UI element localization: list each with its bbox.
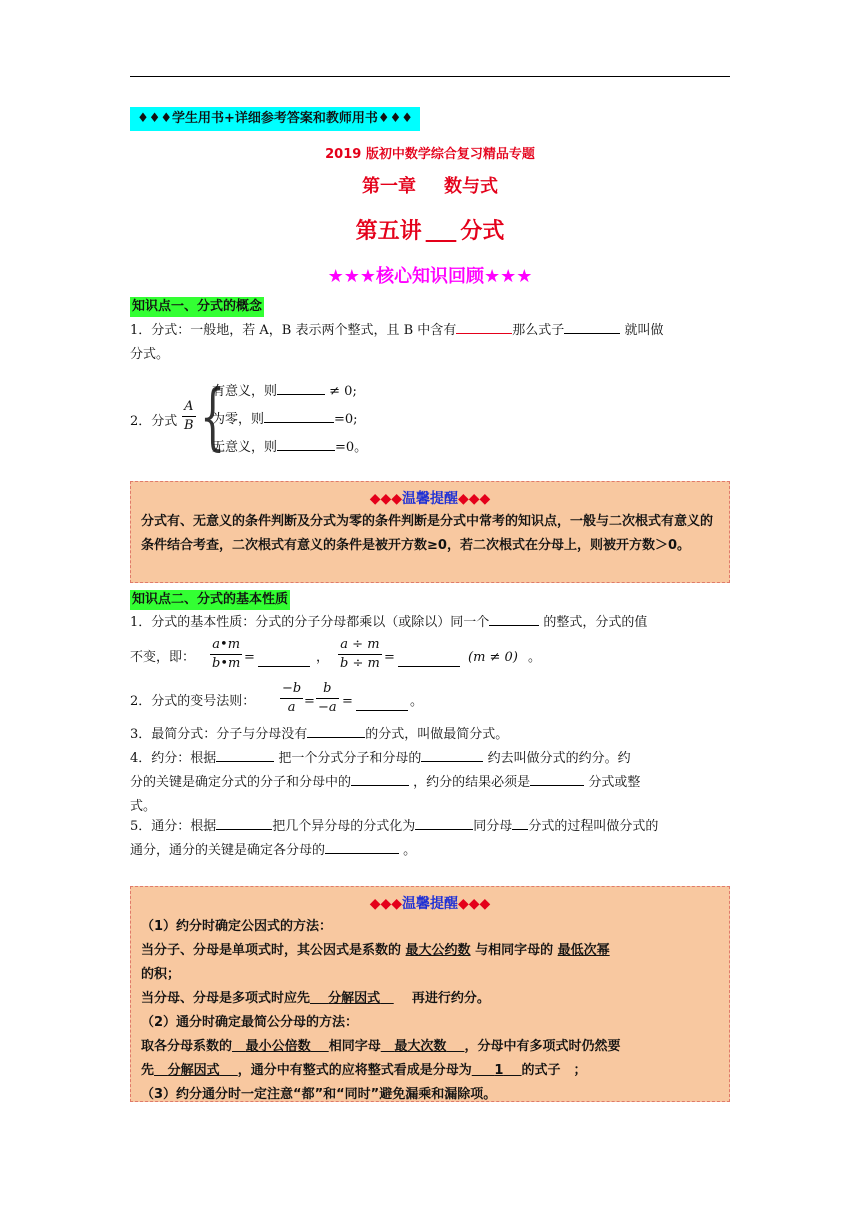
fraction-a-over-b: $\frac{A}{B}$ bbox=[184, 399, 194, 433]
tip-box-1 bbox=[130, 481, 730, 583]
chapter-number: 第一章 bbox=[362, 176, 416, 197]
kp2-item4: 4．约分：根据 把一个分式分子和分母的 约去叫做分式的约分。约 分的关键是确定分式的分子和分母中的 ，约分的结果必须是 分式或整 式。 bbox=[130, 747, 732, 819]
kp1-item2: 2．分式 $\frac{A}{B}$ { 有意义，则 ≠ 0; 为零，则 =0; 无意义，则 =0。 bbox=[130, 372, 530, 468]
kp2-item5: 5．通分：根据 把几个异分母的分式化为 同分母 分式的过程叫做分式的 通分，通分的关键是确定各分母的 。 bbox=[130, 815, 732, 863]
kp2-title: 知识点二、分式的基本性质 bbox=[130, 590, 290, 610]
kp2-item1-line1: 1．分式的基本性质：分式的分子分母都乘以（或除以）同一个 的整式，分式的值 bbox=[130, 611, 732, 635]
banner: ♦♦♦学生用书+详细参考答案和教师用书♦♦♦ bbox=[130, 107, 420, 131]
tip-title: ◆◆◆温馨提醒◆◆◆ bbox=[369, 896, 491, 912]
left-brace: { bbox=[200, 374, 226, 458]
lecture-gap bbox=[422, 219, 461, 244]
lecture-number: 第五讲 bbox=[355, 219, 422, 244]
tip-text: （1）约分时确定公因式的方法： 当分子、分母是单项式时，其公因式是系数的 最大公约数 与相同字母的 最低次幂 的积； 当分母、分母是多项式时应先 分解因式 再进行约分。 （2）通分时确定最简公分母的方法： 取各分母系数的 最小公倍数 相同字母 最大次数 ，分母中有多项式时仍然要 先 分解因式 ，通分中有整式的应将整式看成是分母为 1 的式子 ； （3）约分通分时一定注意“都”和“同时”避免漏乘和漏除项。 bbox=[141, 919, 621, 1102]
chapter-title bbox=[130, 172, 730, 198]
core-review-title: ★★★核心知识回顾★★★ bbox=[327, 266, 533, 287]
tip-text: 分式有、无意义的条件判断及分式为零的条件判断是分式中常考的知识点，一般与二次根式有意义的条件结合考查，二次根式有意义的条件是被开方数≥0，若二次根式在分母上，则被开方数＞0。 bbox=[141, 514, 714, 553]
kp2-item1-line2: 不变，即： $\frac{a•m}{b•m}$ = ， $\frac{a \div m}{b \div m}$ = (m ≠ 0) 。 bbox=[130, 637, 542, 671]
kp2-item3: 3．最简分式：分子与分母没有 的分式，叫做最简分式。 bbox=[130, 723, 732, 747]
header-rule bbox=[130, 76, 730, 77]
subtitle: 2019 版初中数学综合复习精品专题 bbox=[325, 147, 535, 162]
lecture-name: 分式 bbox=[460, 219, 505, 244]
kp1-item1: 1．分式：一般地，若 A，B 表示两个整式，且 B 中含有 那么式子 就叫做 分式。 bbox=[130, 319, 732, 367]
blank bbox=[564, 319, 620, 334]
lecture-title bbox=[130, 214, 730, 245]
conditions: 有意义，则 ≠ 0; 为零，则 =0; 无意义，则 =0。 bbox=[212, 378, 367, 462]
kp2-item2: 2．分式的变号法则： $\frac{-b}{a}$ = $\frac{b}{-a}$ = 。 bbox=[130, 681, 424, 715]
kp1-title: 知识点一、分式的概念 bbox=[130, 297, 264, 317]
blank bbox=[456, 319, 512, 334]
tip-title: ◆◆◆温馨提醒◆◆◆ bbox=[369, 491, 491, 507]
tip-box-2 bbox=[130, 886, 730, 1102]
chapter-name: 数与式 bbox=[444, 176, 498, 197]
